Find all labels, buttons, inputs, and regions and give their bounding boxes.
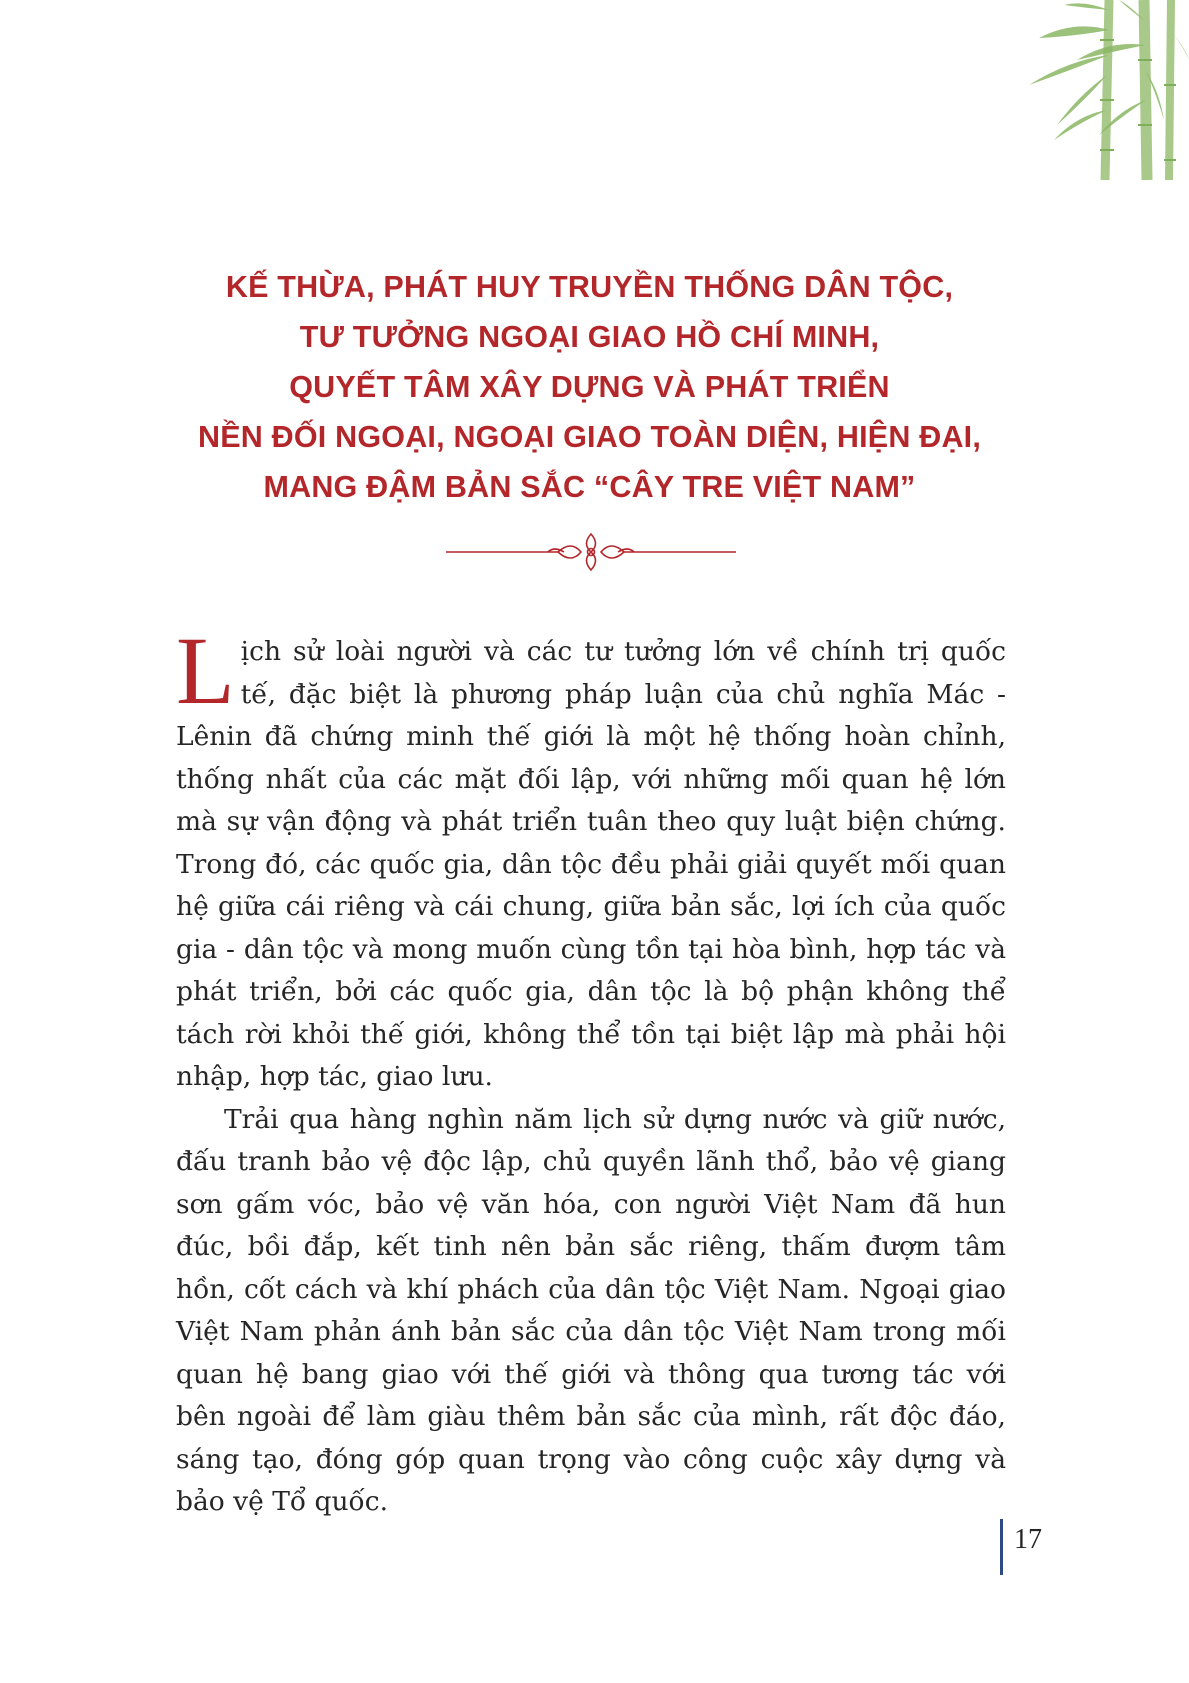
title-line: NỀN ĐỐI NGOẠI, NGOẠI GIAO TOÀN DIỆN, HIỆN ĐẠI, [197,420,982,454]
paragraph-text: ịch sử loài người và các tư tưởng lớn về chính trị quốc tế, đặc biệt là phương pháp luận của chủ nghĩa Mác - Lênin đã chứng minh thế giới là một hệ thống hoàn chỉnh, thống nhất của các mặt đối lập, với những mối quan hệ lớn mà sự vận động và phát triển tuân theo quy luật biện chứng. Trong đó, các quốc gia, dân tộc đều phải giải quyết mối quan hệ giữa cái riêng và cái chung, giữa bản sắc, lợi ích của quốc gia - dân tộc và mong muốn cùng tồn tại hòa bình, hợp tác và phát triển, bởi các quốc gia, dân tộc là bộ phận không thể tách rời khỏi thế giới, không thể tồn tại biệt lập mà phải hội nhập, hợp tác, giao lưu. [176,636,1006,1092]
chapter-title [160,262,1019,512]
title-line: QUYẾT TÂM XÂY DỰNG VÀ PHÁT TRIỂN [289,370,890,404]
paragraph: Trải qua hàng nghìn năm lịch sử dựng nước và giữ nước, đấu tranh bảo vệ độc lập, chủ quyền lãnh thổ, bảo vệ giang sơn gấm vóc, bảo vệ văn hóa, con người Việt Nam đã hun đúc, bồi đắp, kết tinh nên bản sắc riêng, thấm đượm tâm hồn, cốt cách và khí phách của dân tộc Việt Nam. Ngoại giao Việt Nam phản ánh bản sắc của dân tộc Việt Nam trong mối quan hệ bang giao với thế giới và thông qua tương tác với bên ngoài để làm giàu thêm bản sắc của mình, rất độc đáo, sáng tạo, đóng góp quan trọng vào công cuộc xây dựng và bảo vệ Tổ quốc. [176,1103,1006,1517]
paragraph [176,617,1006,1099]
title-line: MANG ĐẬM BẢN SẮC “CÂY TRE VIỆT NAM” [263,470,916,504]
title-line: KẾ THỪA, PHÁT HUY TRUYỀN THỐNG DÂN TỘC, [225,270,954,304]
floral-ornament-divider [446,530,736,574]
page-number: 17 [1014,1524,1042,1555]
body-text [176,617,1006,1524]
page-number-rule [1000,1519,1003,1575]
title-line: TƯ TƯỞNG NGOẠI GIAO HỒ CHÍ MINH, [299,320,880,354]
drop-cap: L [176,617,235,724]
bamboo-illustration [959,0,1189,190]
